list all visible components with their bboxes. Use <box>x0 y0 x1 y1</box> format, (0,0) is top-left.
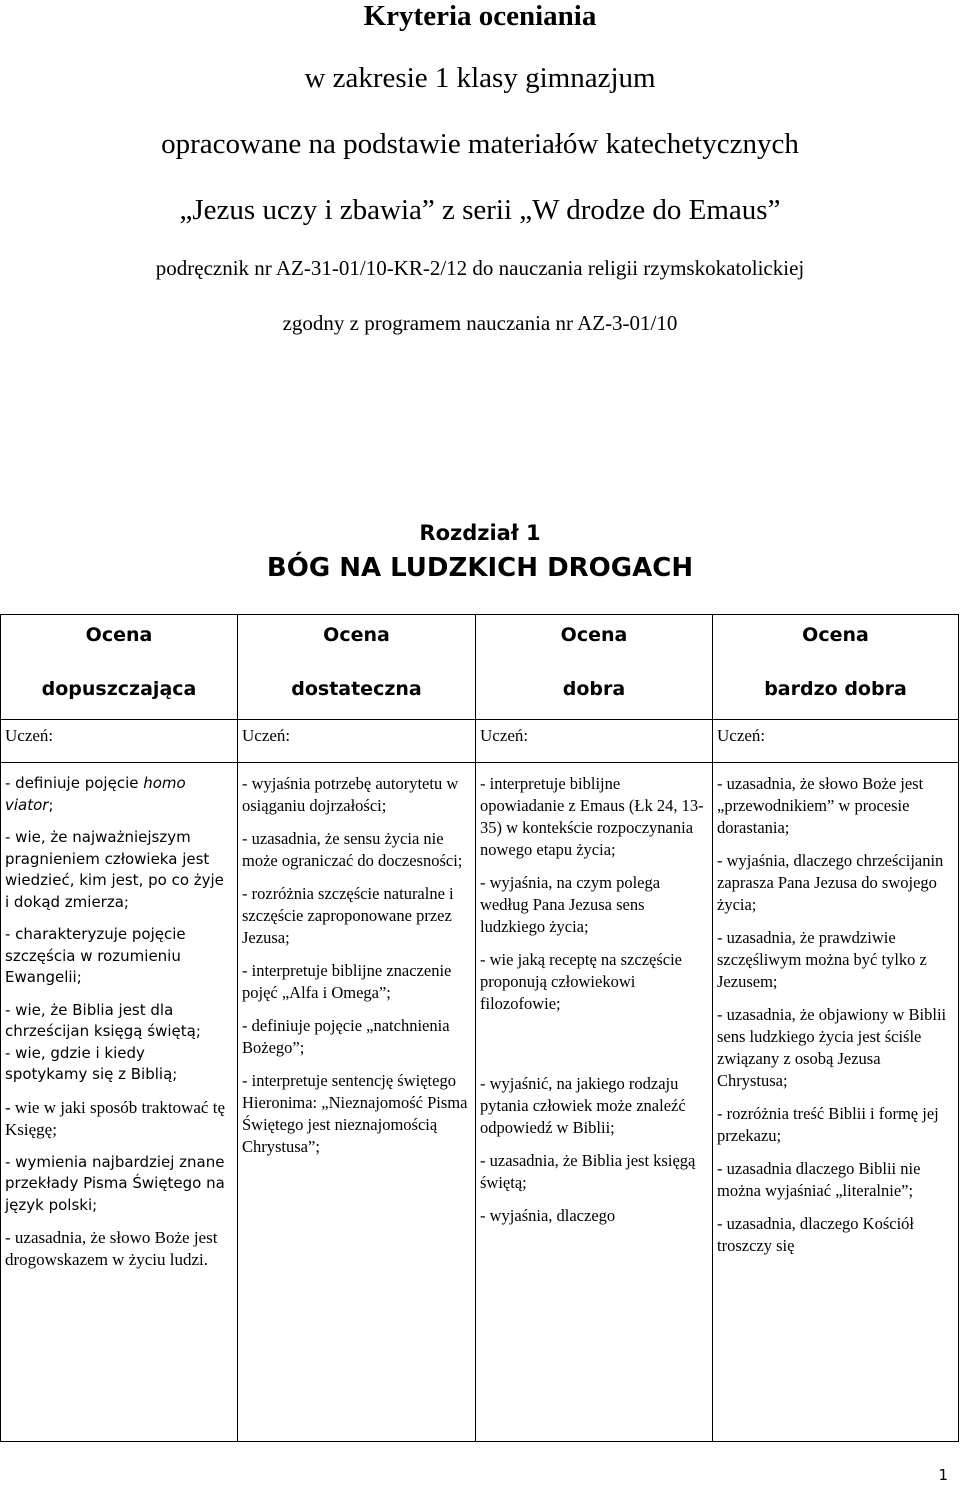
student-label-row <box>1 720 959 763</box>
textbook-number: podręcznik nr AZ-31-01/10-KR-2/12 do nauczania religii rzymskokatolickiej <box>155 256 805 280</box>
criterion-item: - wie, gdzie i kiedy spotykamy się z Biblią; <box>5 1043 178 1083</box>
criterion-text: - definiuje pojęcie <box>5 774 144 792</box>
student-label: Uczeń: <box>1 720 238 763</box>
criterion-item: - rozróżnia szczęście naturalne i szczęście zaproponowane przez Jezusa; <box>242 884 454 947</box>
grade-word: Ocena <box>560 624 628 646</box>
criteria-cell-bardzo-dobra <box>713 763 959 1442</box>
criterion-item: - uzasadnia, że słowo Boże jest „przewodnikiem” w procesie dorastania; <box>717 774 924 837</box>
student-label: Uczeń: <box>713 720 959 763</box>
document-subtitle-series: „Jezus uczy i zbawia” z serii „W drodze do Emaus” <box>179 194 781 226</box>
criterion-item: - uzasadnia, że sensu życia nie może ograniczać do doczesności; <box>242 829 463 870</box>
grade-header-bardzo-dobra <box>713 615 959 720</box>
criterion-item: - uzasadnia dlaczego Biblii nie można wyjaśniać „literalnie”; <box>717 1159 921 1200</box>
criterion-item: - wie jaką receptę na szczęście proponują człowiekowi filozofowie; <box>480 950 682 1013</box>
criterion-item: - uzasadnia, że objawiony w Biblii sens ludzkiego życia jest ściśle związany z osobą Jezusa Chrystusa; <box>717 1005 947 1090</box>
criterion-item: - interpretuje biblijne znaczenie pojęć „Alfa i Omega”; <box>242 961 452 1002</box>
criterion-item: - wie, że Biblia jest dla chrześcijan księgą świętą; <box>5 1000 201 1040</box>
criterion-item: - wyjaśnia potrzebę autorytetu w osiąganiu dojrzałości; <box>242 774 459 815</box>
criteria-cell-dopuszczajaca <box>1 763 238 1442</box>
curriculum-number: zgodny z programem nauczania nr AZ-3-01/10 <box>282 311 678 335</box>
criterion-item: - wyjaśnia, dlaczego chrześcijanin zaprasza Pana Jezusa do swojego życia; <box>717 851 944 914</box>
chapter-label: Rozdział 1 <box>419 521 541 545</box>
criterion-item: - wyjaśnia, dlaczego <box>480 1206 616 1225</box>
criterion-item: - rozróżnia treść Biblii i formę jej przekazu; <box>717 1104 939 1145</box>
criterion-item: - uzasadnia, że Biblia jest księgą świętą; <box>480 1151 696 1192</box>
criterion-term: homo viator <box>5 774 186 814</box>
document-subtitle-basis: opracowane na podstawie materiałów katechetycznych <box>161 128 799 160</box>
grade-word: Ocena <box>85 624 153 646</box>
criterion-item: - wie, że najważniejszym pragnieniem człowieka jest wiedzieć, kim jest, po co żyje i dokąd zmierza; <box>5 828 224 911</box>
criterion-item: - definiuje pojęcie „natchnienia Bożego”; <box>242 1016 450 1057</box>
criterion-item: - wyjaśnia, na czym polega według Pana Jezusa sens ludzkiego życia; <box>480 873 661 936</box>
criterion-item: - interpretuje biblijne opowiadanie z Emaus (Łk 24, 13-35) w kontekście rozpoczynania nowego etapu życia; <box>480 774 704 859</box>
criterion-item <box>5 773 232 816</box>
grade-name: bardzo dobra <box>764 678 907 700</box>
criteria-cell-dobra <box>476 763 713 1442</box>
grade-header-dopuszczajaca <box>1 615 238 720</box>
criterion-item: - wie w jaki sposób traktować tę Księgę; <box>5 1097 225 1139</box>
student-label: Uczeń: <box>238 720 476 763</box>
criterion-item: - uzasadnia, dlaczego Kościół troszczy się <box>717 1214 915 1255</box>
grade-header-dostateczna <box>238 615 476 720</box>
grade-name: dopuszczająca <box>41 678 197 700</box>
criteria-row <box>1 763 959 1442</box>
criterion-item: - interpretuje sentencję świętego Hieronima: „Nieznajomość Pisma Świętego jest nieznajomością Chrystusa”; <box>242 1071 468 1156</box>
criterion-item: - wyjaśnić, na jakiego rodzaju pytania człowiek może znaleźć odpowiedź w Biblii; <box>480 1074 686 1137</box>
document-subtitle-class: w zakresie 1 klasy gimnazjum <box>304 62 656 94</box>
criterion-item: - uzasadnia, że słowo Boże jest drogowskazem w życiu ludzi. <box>5 1228 218 1269</box>
grade-word: Ocena <box>323 624 390 646</box>
grade-word: Ocena <box>802 624 869 646</box>
grade-name: dostateczna <box>291 678 422 700</box>
student-label: Uczeń: <box>476 720 713 763</box>
chapter-title: BÓG NA LUDZKICH DROGACH <box>266 553 694 583</box>
criteria-cell-dostateczna <box>238 763 476 1442</box>
grading-criteria-table <box>0 614 959 1442</box>
page-number: 1 <box>938 1466 948 1484</box>
grade-header-dobra <box>476 615 713 720</box>
criterion-item: - wymienia najbardziej znane przekłady Pisma Świętego na język polski; <box>5 1152 225 1214</box>
grade-header-row <box>1 615 959 720</box>
criterion-item: - uzasadnia, że prawdziwie szczęśliwym można być tylko z Jezusem; <box>717 928 927 991</box>
criterion-item: - charakteryzuje pojęcie szczęścia w rozumieniu Ewangelii; <box>5 925 186 986</box>
grade-name: dobra <box>562 678 626 700</box>
document-title: Kryteria oceniania <box>363 0 597 32</box>
criterion-text: ; <box>48 795 54 814</box>
